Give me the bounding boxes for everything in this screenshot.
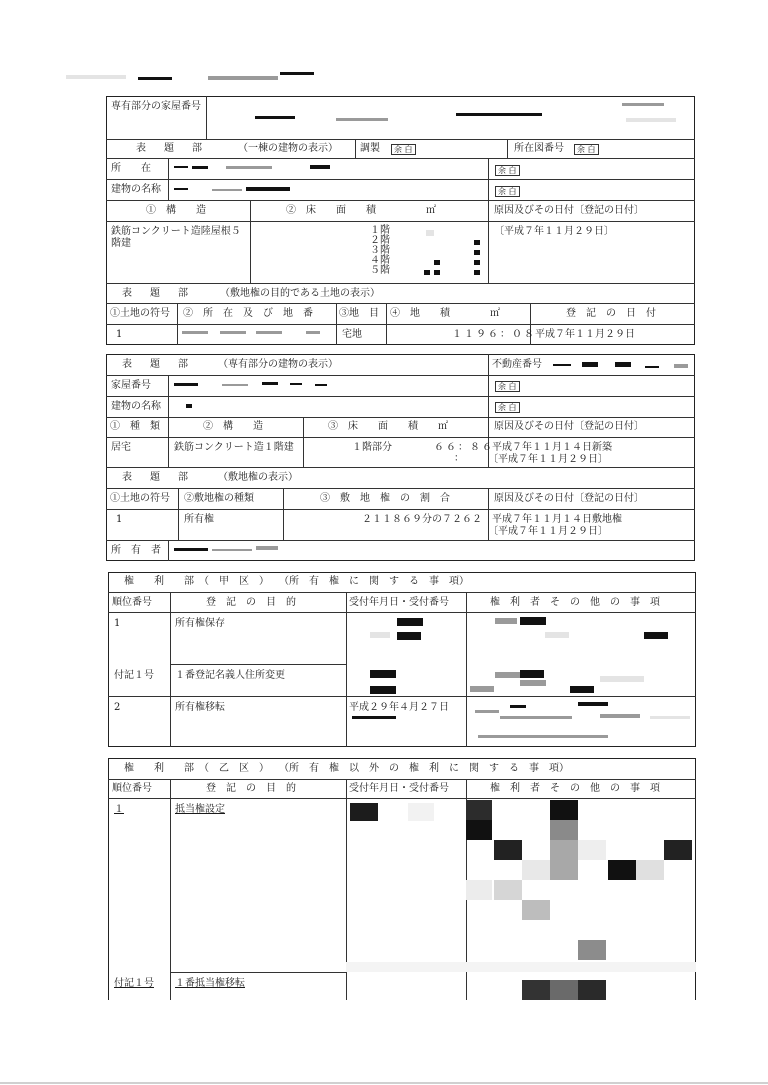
land-row-category: 宅地 [342,329,362,340]
cause-header: 原因及びその日付〔登記の日付〕 [494,205,644,216]
rights-b-row-1-purpose: 抵当権設定 [175,804,225,815]
redacted-a2-holder-2 [520,670,544,678]
redacted-realestate-5 [674,364,688,368]
unit-type-value: 居宅 [111,442,131,453]
redacted-unit-number-2 [336,118,388,121]
redacted-header-4 [280,72,314,75]
unit-area-value: ６６：８６ [434,442,494,453]
redacted-b1-holder-9 [608,860,636,880]
floor-2: ２階 [370,235,390,246]
redacted-a2-receipt-1 [370,670,396,678]
redacted-a1-holder-4 [644,632,668,639]
redacted-area-6 [424,270,430,275]
redacted-land-location-3 [256,331,282,334]
redacted-a3-holder-6 [478,735,608,738]
redacted-b2-holder-2 [550,980,578,1000]
unit-structure-value: 鉄筋コンクリート造１階建 [174,442,294,453]
unit-title-header: 表 題 部 [122,359,192,370]
redacted-b1-holder-10 [636,860,664,880]
redacted-location-3 [226,166,272,169]
floor-area-header: ② 床 面 積 ㎡ [286,205,436,216]
scan-edge-line [0,1082,768,1084]
redacted-area-5 [474,260,480,265]
redacted-unit-name [186,404,192,408]
rights-b-col-receipt: 受付年月日・受付番号 [349,783,449,794]
rights-a-row-2-purpose: １番登記名義人住所変更 [175,670,285,681]
redacted-house-number-2 [222,384,248,386]
redacted-b1-holder-12 [466,880,492,900]
redacted-area-2 [474,240,480,245]
redacted-a2-receipt-2 [370,686,396,694]
site-row-cause-line-2: 〔平成７年１１月２９日〕 [488,526,608,537]
house-number-stamp: 余 白 [495,381,520,392]
land-row-symbol: 1 [116,329,123,340]
land-col-date: 登 記 の 日 付 [566,308,656,319]
redacted-house-number-4 [290,383,302,385]
land-col-category: ③地 目 [339,308,379,319]
chousei-label: 調製 [360,143,380,154]
unit-col-cause: 原因及びその日付〔登記の日付〕 [494,421,644,432]
redacted-header-1 [66,75,126,79]
redacted-b1-holder-14 [522,900,550,920]
building-cause-value: 〔平成７年１１月２９日〕 [494,226,614,237]
redacted-area-4 [434,260,440,265]
redacted-owner-2 [212,549,252,551]
rights-b-col-purpose: 登 記 の 目 的 [206,783,296,794]
building-title-header: 表 題 部 [136,143,206,154]
redacted-a3-receipt-1 [352,716,396,719]
unit-area-label: １階部分 [352,442,392,453]
rights-b-col-holder: 権 利 者 そ の 他 の 事 項 [490,783,660,794]
chousei-stamp: 余 白 [391,144,416,155]
rights-a-header: 権 利 部 （ 甲 区 ） （所 有 権 に 関 す る 事 項） [124,576,469,587]
redacted-header-2 [138,77,172,80]
site-col-kind: ②敷地権の種類 [184,493,254,504]
structure-line-1: 鉄筋コンクリート造陸屋根５ [111,226,241,237]
redacted-a3-holder-3 [500,716,572,719]
redacted-a2-holder-5 [570,686,594,693]
rights-a-row-3-purpose: 所有権移転 [175,702,225,713]
redacted-a3-holder-5 [600,714,640,718]
rights-a-row-1-rank: 1 [114,618,121,629]
redacted-realestate-3 [615,362,631,367]
redacted-b1-holder-11 [664,840,692,860]
redacted-building-name-2 [212,189,242,191]
redacted-b1-holder-8 [578,840,606,860]
redacted-land-location-1 [182,331,208,334]
redacted-b1-holder-2 [466,820,492,840]
redacted-house-number-5 [315,384,327,386]
redacted-b1-holder-7 [522,860,550,880]
rights-a-col-receipt: 受付年月日・受付番号 [349,597,449,608]
rights-a-row-3-receipt: 平成２９年４月２７日 [349,702,449,713]
site-right-header: 表 題 部 [122,472,192,483]
rights-b-header: 権 利 部 （ 乙 区 ） （所 有 権 以 外 の 権 利 に 関 す る 事 項） [124,763,569,774]
redacted-unit-number-3 [456,113,542,116]
redacted-realestate-1 [553,364,571,366]
floor-5: ５階 [370,265,390,276]
structure-header: ① 構 造 [146,205,206,216]
redacted-area-3 [474,250,480,255]
rights-a-col-rank: 順位番号 [112,597,152,608]
owner-label: 所 有 者 [111,545,161,556]
redacted-house-number-1 [174,383,198,386]
rights-a-col-holder: 権 利 者 そ の 他 の 事 項 [490,597,660,608]
land-title-header: 表 題 部 [122,288,192,299]
unit-col-area: ③ 床 面 積 ㎡ [328,421,448,432]
redacted-b1-holder-15 [578,940,606,960]
redacted-b1-holder-5 [494,840,522,860]
redacted-area-1 [426,230,434,236]
redacted-b1-holder-6 [550,840,578,880]
realestate-number-label: 不動産番号 [492,359,542,370]
structure-line-2: 階建 [111,238,131,249]
redacted-b1-holder-3 [550,800,578,820]
unit-name-label: 建物の名称 [111,401,161,412]
site-col-ratio: ③ 敷 地 権 の 割 合 [320,493,450,504]
floor-3: ３階 [370,245,390,256]
redacted-a2-holder-3 [470,686,494,692]
unit-cause-line-1: 平成７年１１月１４日新築 [492,442,612,453]
redacted-a3-holder-4 [578,702,608,706]
house-number-label: 家屋番号 [111,380,151,391]
redacted-a1-receipt-2 [397,632,421,640]
redacted-location-1 [174,166,188,168]
land-col-location: ② 所 在 及 び 地 番 [183,308,313,319]
redacted-building-name-3 [246,187,290,191]
building-name-label: 建物の名称 [111,184,161,195]
floor-4: ４階 [370,255,390,266]
redacted-location-2 [192,166,208,169]
redacted-realestate-2 [582,362,598,367]
unit-cause-line-2: 〔平成７年１１月２９日〕 [488,454,608,465]
redacted-b1-holder-16 [346,962,696,972]
redacted-b2-holder-3 [578,980,606,1000]
floor-1: １階 [370,225,390,236]
land-col-area: ④ 地 積 ㎡ [390,308,500,319]
redacted-b1-receipt-1 [350,803,378,821]
redacted-area-8 [474,270,480,275]
redacted-b2-holder-1 [522,980,550,1000]
redacted-a1-receipt-1 [397,618,423,626]
redacted-location-4 [310,165,330,169]
redacted-a2-holder-4 [520,680,546,686]
redacted-a1-holder-2 [520,617,546,625]
site-row-kind: 所有権 [184,514,214,525]
redacted-b1-holder-1 [466,800,492,820]
redacted-owner-3 [256,546,278,550]
redacted-b1-receipt-2 [408,803,434,821]
redacted-a1-receipt-3 [370,632,390,638]
redacted-house-number-3 [262,382,278,385]
redacted-building-name-1 [174,188,188,190]
unit-title-note: （専有部分の建物の表示） [218,359,338,370]
location-label: 所 在 [111,163,151,174]
rights-a-row-3-rank: 2 [114,702,121,713]
rights-a-row-1-purpose: 所有権保存 [175,618,225,629]
redacted-unit-number-1 [255,116,295,119]
land-row-date: 平成７年１１月２９日 [535,329,635,340]
unit-col-type: ① 種 類 [110,421,160,432]
rights-a-row-2-rank: 付記１号 [114,670,154,681]
redacted-a3-holder-1 [475,710,499,713]
site-row-cause-line-1: 平成７年１１月１４日敷地権 [492,514,622,525]
building-name-stamp: 余 白 [495,186,520,197]
redacted-unit-number-4 [622,103,664,106]
redacted-realestate-4 [645,366,659,368]
site-col-cause: 原因及びその日付〔登記の日付〕 [494,493,644,504]
redacted-a2-holder-6 [600,676,644,682]
redacted-a3-holder-2 [510,705,526,708]
redacted-b1-holder-4 [550,820,578,840]
site-row-symbol: 1 [116,514,123,525]
redacted-header-3 [208,76,278,80]
redacted-b1-holder-13 [494,880,522,900]
rights-b-row-2-rank: 付記１号 [114,978,154,989]
map-number-label: 所在図番号 [514,143,564,154]
redacted-a1-holder-3 [545,632,569,638]
rights-b-col-rank: 順位番号 [112,783,152,794]
location-stamp: 余 白 [495,165,520,176]
rights-b-row-2-purpose: １番抵当権移転 [175,978,245,989]
redacted-land-location-4 [306,331,320,334]
rights-b-row-1-rank: １ [114,804,124,815]
redacted-land-location-2 [220,331,246,334]
unit-number-label: 専有部分の家屋番号 [111,101,201,112]
site-row-ratio: ２１１８６９分の７２６２ [362,514,482,525]
redacted-a2-holder-1 [495,672,521,678]
unit-name-stamp: 余 白 [495,402,520,413]
land-title-note: （敷地権の目的である土地の表示） [220,288,380,299]
site-right-note: （敷地権の表示） [218,472,298,483]
map-number-stamp: 余 白 [574,144,599,155]
rights-a-col-purpose: 登 記 の 目 的 [206,597,296,608]
land-col-symbol: ①土地の符号 [110,308,170,319]
unit-area-value-sub: ： [454,453,464,464]
redacted-a3-holder-7 [650,716,690,719]
redacted-area-7 [434,270,440,275]
redacted-owner-1 [174,548,208,551]
redacted-a1-holder-1 [495,618,517,624]
unit-col-structure: ② 構 造 [203,421,263,432]
land-row-area: １１９６：０８ [452,329,536,340]
building-title-note: （一棟の建物の表示） [238,143,338,154]
site-col-symbol: ①土地の符号 [110,493,170,504]
redacted-unit-number-5 [626,118,676,122]
